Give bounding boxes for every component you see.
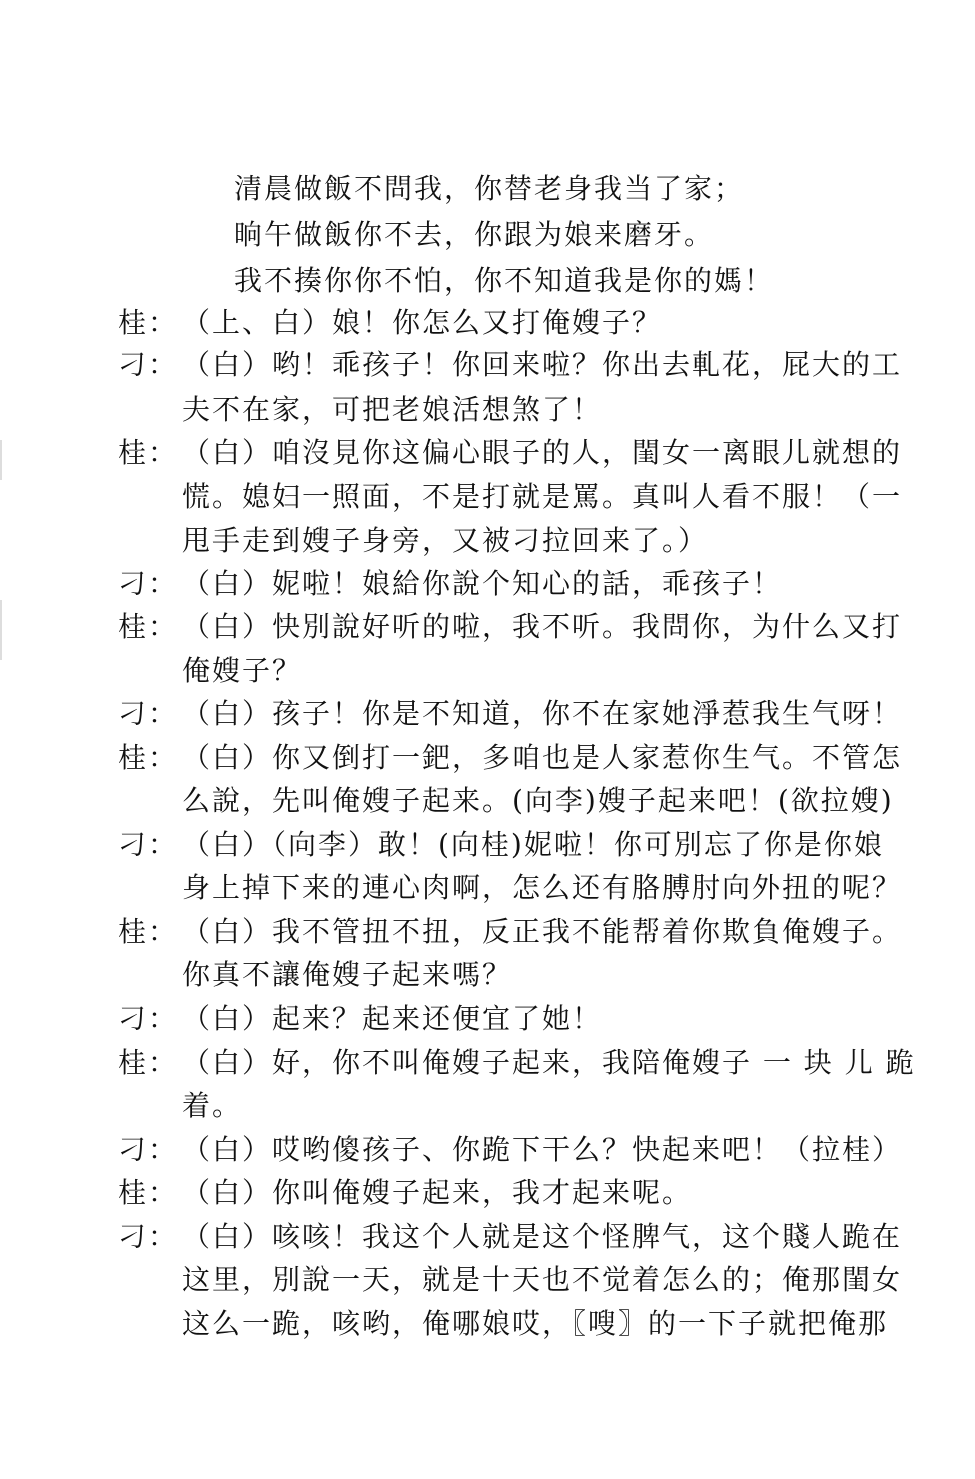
dialogue-text: 你真不讓俺嫂子起来嗎？ (182, 958, 513, 991)
dialogue-text: 这里，別說一天，就是十天也不觉着怎么的；俺那閨女 (182, 1263, 903, 1296)
dialogue-entry (0, 1039, 975, 1087)
speaker-label: 桂： (118, 741, 179, 774)
speaker-label: 桂： (118, 610, 179, 643)
dialogue-text: （白）快別說好听的啦，我不听。我問你，为什么又打 (182, 610, 903, 643)
dialogue-continuation (0, 473, 975, 521)
dialogue-text: （白）咱沒見你这偏心眼子的人，閨女一离眼儿就想的 (182, 436, 903, 469)
dialogue-entry (0, 603, 975, 651)
dialogue-text: （白）哎哟傻孩子、你跪下干么？快起来吧！（拉桂） (182, 1133, 903, 1166)
dialogue-continuation (0, 517, 975, 565)
speaker-label: 刁： (118, 828, 179, 861)
dialogue-continuation (0, 1300, 975, 1348)
dialogue-entry (0, 299, 975, 347)
dialogue-text: 着。 (182, 1089, 243, 1122)
speaker-label: 刁： (118, 697, 179, 730)
dialogue-entry (0, 1213, 975, 1261)
dialogue-text: （白）我不管扭不扭，反正我不能帮着你欺負俺嫂子。 (182, 915, 903, 948)
verse-line: 我不揍你你不怕，你不知道我是你的媽！ (234, 264, 775, 297)
dialogue-text: （白）咳咳！我这个人就是这个怪脾气，这个賤人跪在 (182, 1220, 903, 1253)
dialogue-text: 么說，先叫俺嫂子起来。(向李)嫂子起来吧！(欲拉嫂) (182, 784, 894, 817)
speaker-label: 桂： (118, 1046, 179, 1079)
dialogue-text: 夫不在家，可把老娘活想煞了！ (182, 393, 603, 426)
dialogue-text: （上、白）娘！你怎么又打俺嫂子？ (182, 306, 663, 339)
dialogue-entry (0, 341, 975, 389)
dialogue-entry (0, 1169, 975, 1217)
speaker-label: 刁： (118, 1133, 179, 1166)
dialogue-text: （白）你叫俺嫂子起来，我才起来呢。 (182, 1176, 693, 1209)
dialogue-continuation (0, 1082, 975, 1130)
dialogue-continuation (0, 951, 975, 999)
dialogue-text: （白）（向李）敢！(向桂)妮啦！你可別忘了你是你娘 (182, 828, 884, 861)
dialogue-continuation (0, 777, 975, 825)
dialogue-text: （白）起来？起来还便宜了她！ (182, 1002, 603, 1035)
speaker-label: 桂： (118, 915, 179, 948)
dialogue-text: 甩手走到嫂子身旁，又被刁拉回来了。） (182, 524, 709, 557)
speaker-label: 刁： (118, 1220, 179, 1253)
dialogue-text: 身上掉下来的連心肉啊，怎么还有胳膊肘向外扭的呢？ (182, 871, 903, 904)
dialogue-entry (0, 821, 975, 869)
speaker-label: 桂： (118, 436, 179, 469)
dialogue-continuation (0, 386, 975, 434)
dialogue-text: 俺嫂子？ (182, 654, 303, 687)
dialogue-text: （白）你又倒打一鈀，多咱也是人家惹你生气。不管怎 (182, 741, 903, 774)
verse-line: 晌午做飯你不去，你跟为娘来磨牙。 (234, 218, 715, 251)
dialogue-text: 慌。媳妇一照面，不是打就是罵。真叫人看不服！（一 (182, 480, 903, 513)
dialogue-entry (0, 908, 975, 956)
dialogue-continuation (0, 864, 975, 912)
speaker-label: 刁： (118, 348, 179, 381)
speaker-label: 刁： (118, 567, 179, 600)
dialogue-entry (0, 995, 975, 1043)
dialogue-entry (0, 560, 975, 608)
verse-line: 清晨做飯不問我，你替老身我当了家； (234, 172, 745, 205)
dialogue-continuation (0, 1256, 975, 1304)
speaker-label: 刁： (118, 1002, 179, 1035)
dialogue-entry (0, 1126, 975, 1174)
dialogue-entry (0, 690, 975, 738)
speaker-label: 桂： (118, 1176, 179, 1209)
dialogue-text: 这么一跪，咳哟，俺哪娘哎，〖嗖〗的一下子就把俺那 (182, 1307, 889, 1340)
dialogue-text: （白）妮啦！娘給你說个知心的話，乖孩子！ (182, 567, 783, 600)
dialogue-text: （白）好，你不叫俺嫂子起来，我陪俺嫂子 一 块 儿 跪 (182, 1046, 916, 1079)
dialogue-entry (0, 734, 975, 782)
dialogue-continuation (0, 647, 975, 695)
dialogue-text: （白）孩子！你是不知道，你不在家她淨惹我生气呀！ (182, 697, 903, 730)
dialogue-entry (0, 429, 975, 477)
dialogue-text: （白）哟！乖孩子！你回来啦？你出去軋花，屁大的工 (182, 348, 903, 381)
speaker-label: 桂： (118, 306, 179, 339)
